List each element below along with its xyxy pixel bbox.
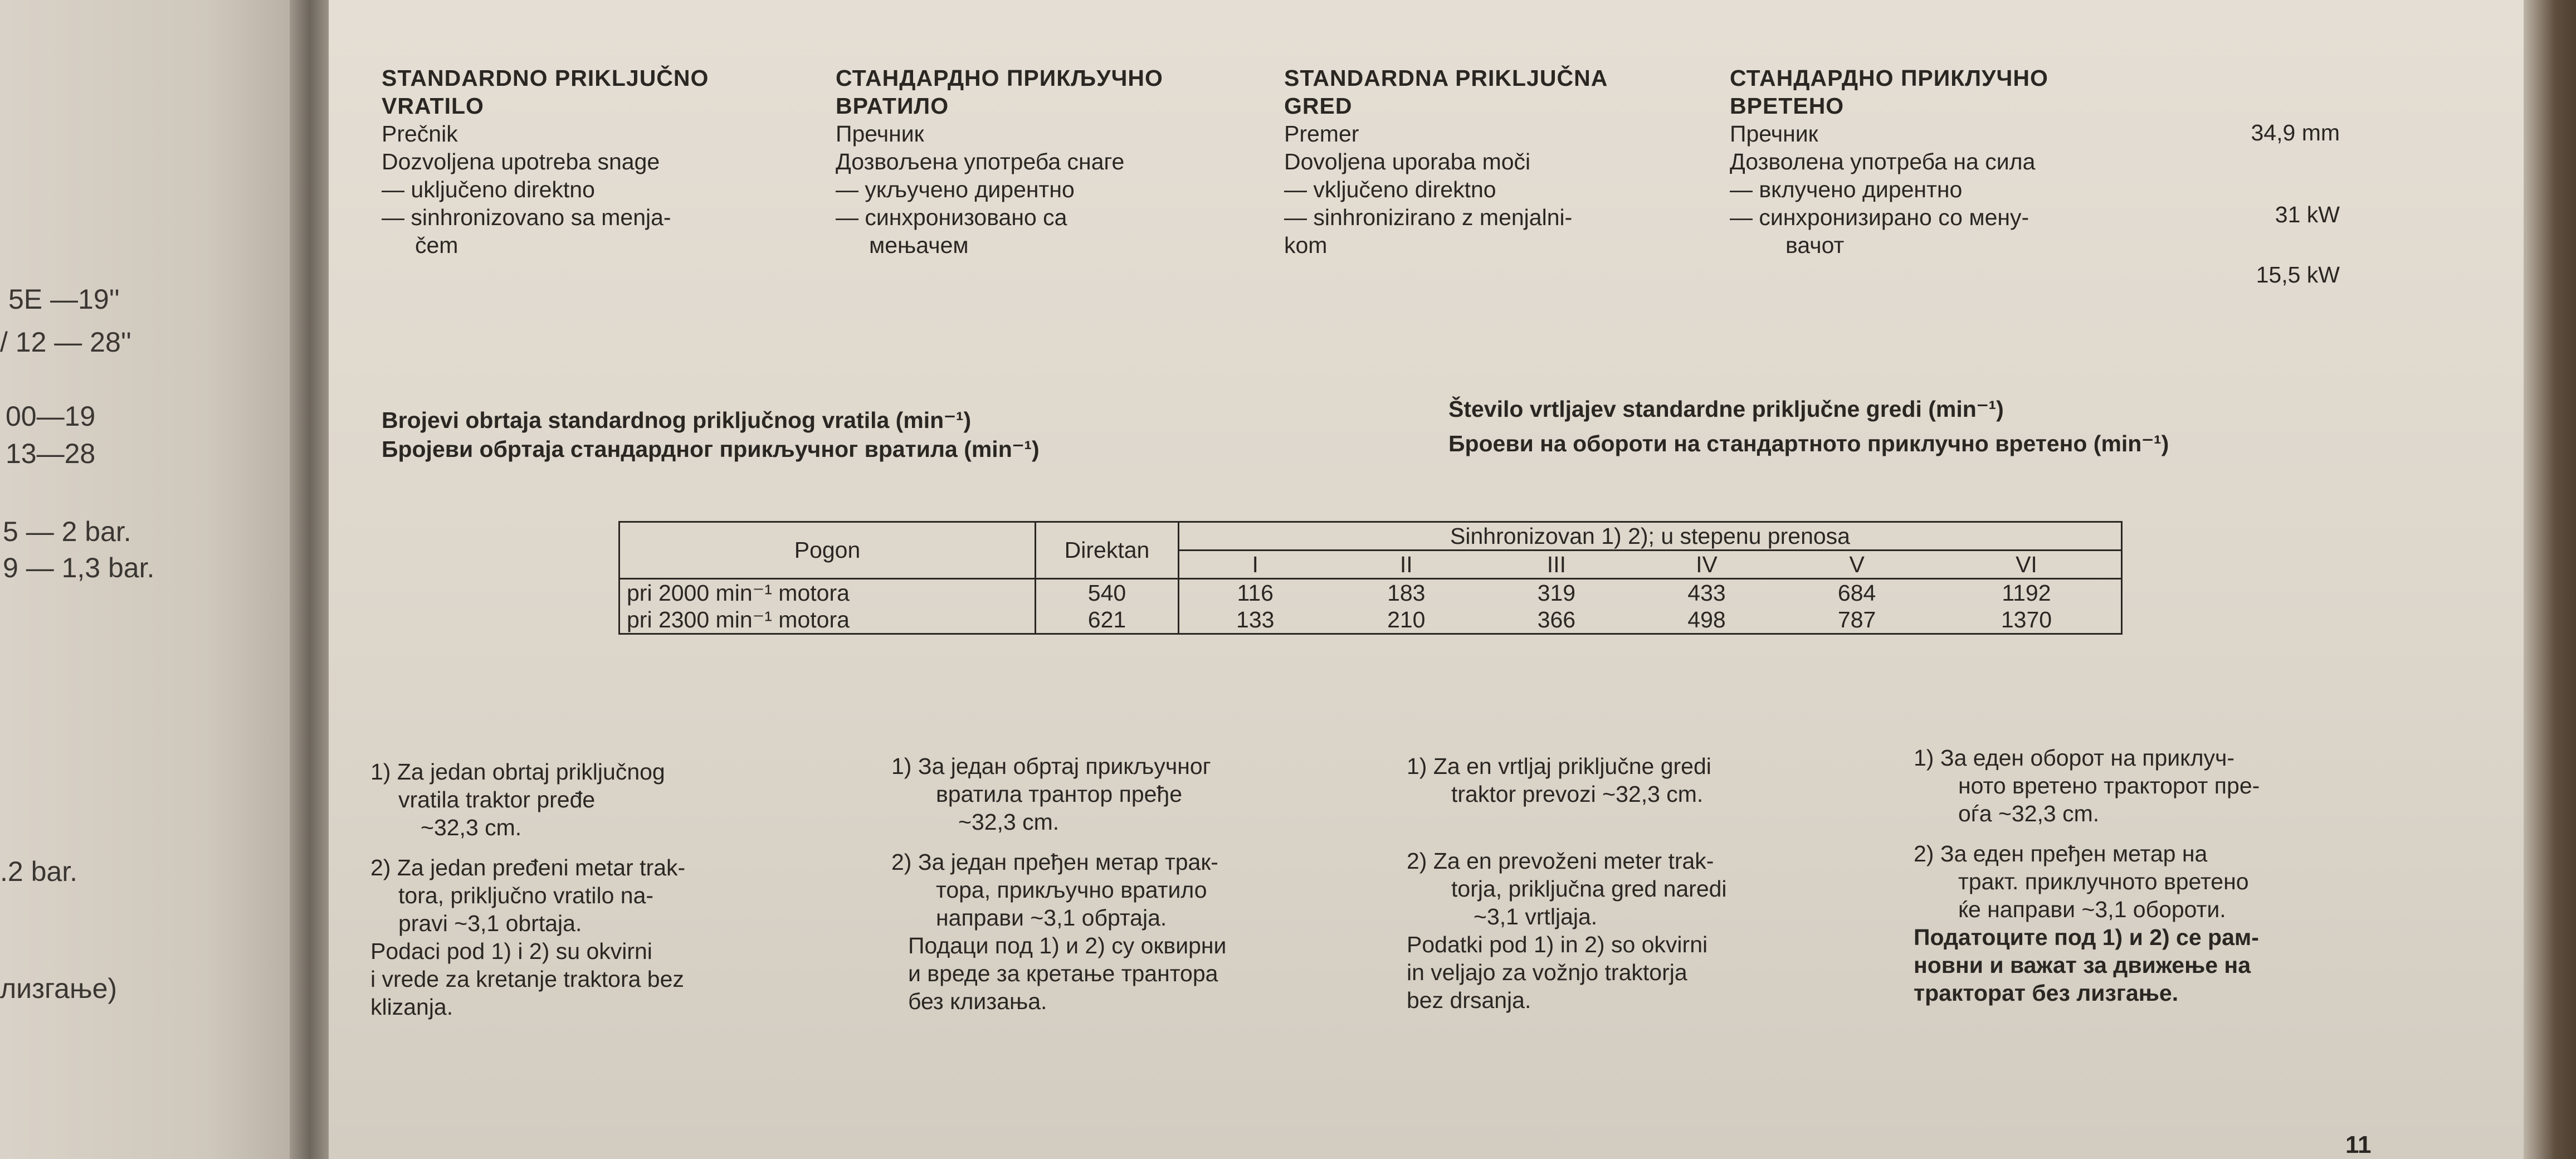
note-line: вратила трантор пређе	[936, 781, 1183, 807]
rpm-heading-latin: Brojevi obrtaja standardnog priključnog vratila (min⁻¹)	[382, 407, 972, 433]
note-line: 2) Za jedan pređeni metar trak-	[370, 855, 686, 880]
spec-heading: GRED	[1284, 93, 1353, 119]
page-number: 11	[2345, 1131, 2372, 1158]
note-line: и вреде за кретање трантора	[908, 961, 1218, 986]
note-line: 2) За еден пређен метар на	[1914, 841, 2208, 866]
cell-gear: 1192	[1932, 579, 2122, 607]
left-page	[0, 0, 295, 1159]
note-line: тракторат без лизгање.	[1914, 980, 2179, 1006]
spec-line: Dovoljena uporaba moči	[1284, 149, 1531, 174]
row-label: pri 2300 min⁻¹ motora	[619, 606, 1036, 634]
note-line: без клизања.	[908, 988, 1047, 1014]
cell-gear: 684	[1837, 580, 1876, 606]
spec-line: čem	[415, 232, 458, 258]
spec-line: Dozvoljena upotreba snage	[382, 149, 660, 174]
spec-line: Пречник	[1730, 121, 1818, 147]
note-line: i vrede za kretanje traktora bez	[370, 966, 684, 992]
spec-value-sync-power: 15,5 kW	[2256, 262, 2340, 288]
left-page-fragment: 5 — 2 bar.	[3, 516, 131, 547]
left-page-fragment: лизгање)	[0, 973, 118, 1004]
note-line: ~3,1 vrtljaja.	[1474, 904, 1598, 929]
table-row	[619, 606, 2122, 634]
note-line: 2) За један пређен метар трак-	[891, 849, 1218, 875]
spec-column-cyrillic-sr	[836, 64, 1281, 259]
book-gutter	[290, 0, 334, 1159]
left-page-fragment: / 12 — 28''	[0, 327, 131, 358]
spec-line: Дозвољена употреба снаге	[836, 149, 1125, 174]
left-page-fragment: .2 bar.	[0, 856, 77, 887]
rpm-heading-slovene: Število vrtljajev standardne priključne gredi (min⁻¹)	[1448, 396, 2004, 422]
notes-cyrillic-sr	[891, 752, 1393, 1015]
spec-line: Prečnik	[382, 121, 458, 147]
notes-macedonian	[1914, 744, 2415, 1007]
gear-header: VI	[1932, 551, 2122, 579]
left-page-fragment: 13—28	[6, 438, 96, 469]
gear-header: II	[1331, 551, 1481, 579]
col-header-direktan: Direktan	[1036, 522, 1179, 579]
note-line: тора, прикључно вратило	[936, 877, 1207, 903]
row-label: pri 2000 min⁻¹ motora	[619, 579, 1036, 607]
spec-column-latin-sr	[382, 64, 827, 259]
gear-header: III	[1481, 551, 1632, 579]
note-line: ~32,3 cm.	[958, 809, 1060, 835]
cell-direktan: 621	[1036, 606, 1179, 634]
note-line: pravi ~3,1 obrtaja.	[398, 910, 582, 936]
note-line: bez drsanja.	[1407, 987, 1531, 1013]
note-line: ното вретено тракторот пре-	[1958, 773, 2260, 798]
spec-column-macedonian	[1730, 64, 2175, 259]
cell-gear: 133	[1179, 606, 1331, 634]
note-line: Podaci pod 1) i 2) su okvirni	[370, 938, 652, 964]
spec-line: — укључено дирентно	[836, 177, 1075, 202]
spec-line: Premer	[1284, 121, 1359, 147]
spec-line: kom	[1284, 232, 1328, 258]
spec-line: мењачем	[869, 232, 969, 258]
notes-latin-sr	[370, 758, 872, 1021]
cell-gear: 787	[1782, 606, 1932, 634]
note-line: 1) За један обртај прикључног	[891, 753, 1211, 779]
left-page-fragment: 5E —19''	[8, 284, 120, 315]
note-line: traktor prevozi ~32,3 cm.	[1451, 781, 1704, 807]
cell-direktan: 540	[1036, 579, 1179, 607]
col-header-sinhronizovan: Sinhronizovan 1) 2); u stepenu prenosa	[1179, 522, 2122, 551]
note-line: оѓа ~32,3 cm.	[1958, 801, 2100, 826]
note-line: ~32,3 cm.	[421, 815, 522, 840]
spec-heading: СТАНДАРДНО ПРИКЛУЧНО	[1730, 65, 2048, 91]
spec-value-direct-power: 31 kW	[2275, 202, 2340, 227]
spec-line: — sinhronizovano sa menja-	[382, 204, 671, 230]
spec-heading: ВРАТИЛО	[836, 93, 949, 119]
page-edge	[2524, 0, 2576, 1159]
note-line: новни и важат за движење на	[1914, 952, 2251, 978]
note-line: torja, priključna gred naredi	[1451, 876, 1727, 902]
left-page-fragment: 9 — 1,3 bar.	[3, 552, 155, 583]
note-line: Podatki pod 1) in 2) so okvirni	[1407, 932, 1708, 957]
col-header-pogon: Pogon	[619, 522, 1036, 579]
gear-header: I	[1179, 551, 1331, 579]
note-line: Подаци под 1) и 2) су оквирни	[908, 933, 1227, 958]
note-line: in veljajo za vožnjo traktorja	[1407, 960, 1687, 985]
note-line: tora, priključno vratilo na-	[398, 883, 654, 908]
spec-line: — uključeno direktno	[382, 177, 595, 202]
spec-heading: СТАНДАРДНО ПРИКЉУЧНО	[836, 65, 1163, 91]
note-line: 1) За еден оборот на приклуч-	[1914, 745, 2235, 771]
rpm-heading-cyrillic: Бројеви обртаја стандардног прикључног вратила (min⁻¹)	[382, 436, 1040, 462]
cell-gear: 366	[1481, 606, 1632, 634]
cell-gear: 116	[1237, 580, 1274, 606]
note-line: 1) Za jedan obrtaj priključnog	[370, 759, 665, 785]
spec-line: — sinhronizirano z menjalni-	[1284, 204, 1573, 230]
spec-value-diameter: 34,9 mm	[2251, 120, 2340, 145]
spec-line: — синхронизовано са	[836, 204, 1067, 230]
cell-gear: 210	[1331, 606, 1481, 634]
spec-line: — вклучено дирентно	[1730, 177, 1963, 202]
spec-heading: ВРЕТЕНО	[1730, 93, 1845, 119]
rpm-table	[618, 521, 2123, 635]
note-line: 2) Za en prevoženi meter trak-	[1407, 848, 1714, 874]
cell-gear: 433	[1687, 580, 1726, 606]
spec-line: — vključeno direktno	[1284, 177, 1496, 202]
spec-heading: STANDARDNO PRIKLJUČNO	[382, 65, 709, 91]
cell-gear: 183	[1387, 580, 1426, 606]
notes-slovene	[1407, 752, 1908, 1014]
table-row	[619, 579, 2122, 607]
note-line: 1) Za en vrtljaj priključne gredi	[1407, 753, 1711, 779]
note-line: ќе направи ~3,1 обороти.	[1958, 897, 2226, 922]
cell-gear: 1370	[1932, 606, 2122, 634]
spec-line: Пречник	[836, 121, 924, 147]
note-line: направи ~3,1 обртаја.	[936, 905, 1167, 931]
note-line: Податоците под 1) и 2) се рам-	[1914, 924, 2259, 950]
spec-column-slovene	[1284, 64, 1730, 259]
note-line: vratila traktor pređe	[398, 787, 596, 812]
rpm-heading-macedonian: Броеви на обороти на стандартното приклучно вретено (min⁻¹)	[1448, 431, 2169, 456]
note-line: klizanja.	[370, 994, 453, 1020]
note-line: тракт. приклучното вретено	[1958, 869, 2249, 894]
spec-line: — синхронизирано со мену-	[1730, 204, 2029, 230]
spec-heading: STANDARDNA PRIKLJUČNA	[1284, 65, 1608, 91]
spec-line: Дозволена употреба на сила	[1730, 149, 2036, 174]
left-page-fragment: 00—19	[6, 401, 96, 432]
gear-header: IV	[1632, 551, 1782, 579]
cell-gear: 498	[1632, 606, 1782, 634]
gear-header: V	[1782, 551, 1932, 579]
spec-heading: VRATILO	[382, 93, 484, 119]
cell-gear: 319	[1537, 580, 1576, 606]
spec-line: вачот	[1785, 232, 1845, 258]
